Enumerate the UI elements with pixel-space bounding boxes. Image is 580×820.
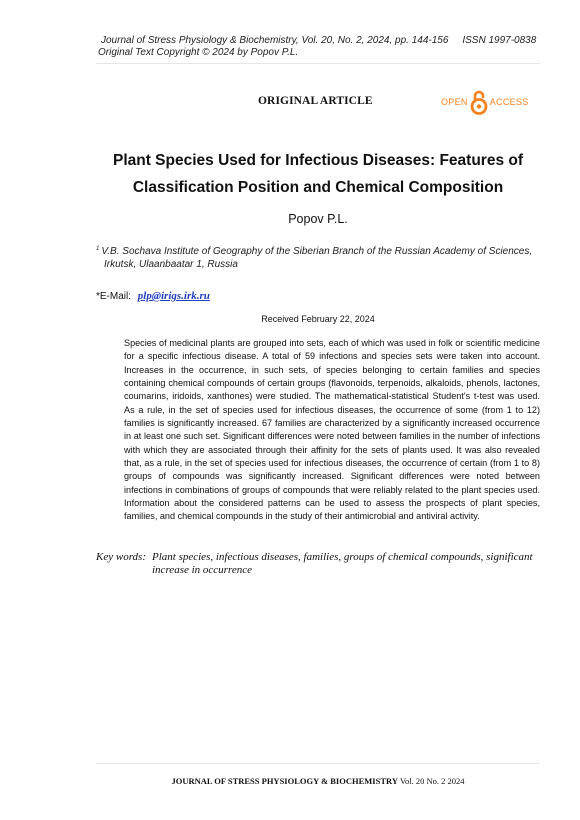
keywords-label: Key words: xyxy=(96,551,147,563)
email-link[interactable]: plp@irigs.irk.ru xyxy=(137,290,210,302)
email-label: *E-Mail: xyxy=(96,291,132,302)
received-date: Received February 22, 2024 xyxy=(261,314,375,324)
affiliation xyxy=(96,243,536,271)
copyright-line: Original Text Copyright © 2024 by Popov P.L. xyxy=(98,47,299,58)
running-header-citation xyxy=(101,35,536,46)
corresponding-email xyxy=(96,290,210,302)
footer-issue: Vol. 20 No. 2 2024 xyxy=(399,776,465,786)
affiliation-line-1: V.B. Sochava Institute of Geography of the Siberian Branch of the Russian Academy of Sciences, xyxy=(101,246,533,257)
abstract-text: Species of medicinal plants are grouped into sets, each of which was used in folk or scientific medicine for a specific infectious disease. A total of 59 infections and species sets were taken into account. Increases in the occurrence, in such sets, of species belonging to certain families and species containing chemical compounds of certain groups (flavonoids, terpenoids, alkaloids, phenols, lactones, coumarins, iridoids, xanthones) were studied. The mathematical-statistical Student's t-test was used. As a rule, in the set of species used for infectious diseases, the occurrence of some (from 1 to 12) families is significantly increased. 67 families are characterized by a significantly increased occurrence in at least one such set. Significant differences were noted between families in the number of infections with which they are associated through their affinity for the sets of plants used. It was also revealed that, as a rule, in the set of species used for infectious diseases, the occurrence of certain (from 1 to 8) groups of compounds was significantly increased. Significant differences were noted between infections in combinations of groups of compounds that were reliably related to the plant species used. Information about the considered patterns can be used to assess the prospects of plant species, families, and chemical compounds in the study of their antimicrobial and antiviral activity. xyxy=(124,338,540,522)
keywords-text: Plant species, infectious diseases, families, groups of chemical compounds, significant increase in occurrence xyxy=(152,551,533,576)
article-title: Plant Species Used for Infectious Diseases: Features of Classification Position and Chemical Composition xyxy=(112,152,524,196)
header-divider xyxy=(96,63,540,64)
article-type: ORIGINAL ARTICLE xyxy=(258,95,373,107)
footer-divider xyxy=(96,763,540,764)
open-lock-icon xyxy=(468,89,490,115)
issn: ISSN 1997-0838 xyxy=(462,35,537,46)
journal-citation: Journal of Stress Physiology & Biochemistry, Vol. 20, No. 2, 2024, pp. 144-156 xyxy=(101,35,449,46)
affiliation-marker: 1 xyxy=(96,246,100,252)
author-name: Popov P.L. xyxy=(288,212,348,226)
footer-journal-name: JOURNAL OF STRESS PHYSIOLOGY & BIOCHEMISTRY xyxy=(171,776,398,786)
keywords xyxy=(96,551,540,577)
affiliation-line-2: Irkutsk, Ulaanbaatar 1, Russia xyxy=(104,258,238,270)
open-access-word-access: ACCESS xyxy=(489,97,529,107)
page-footer xyxy=(96,776,540,786)
open-access-logo xyxy=(441,87,531,117)
open-access-word-open: OPEN xyxy=(441,97,468,107)
